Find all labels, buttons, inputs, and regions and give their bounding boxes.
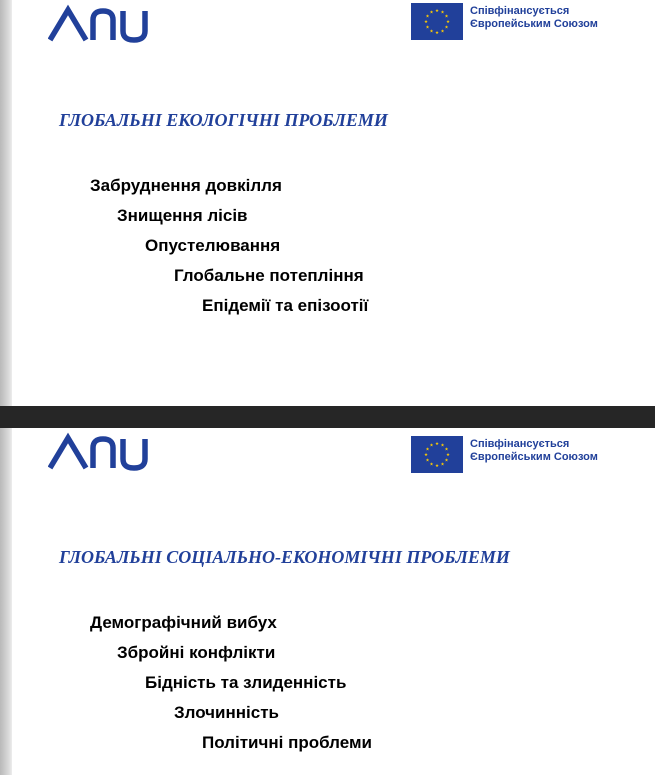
eu-star: ★: [423, 452, 429, 457]
eu-star: ★: [444, 457, 449, 463]
anu-logo: [48, 4, 166, 44]
eu-star: ★: [429, 9, 434, 15]
slide-divider: [0, 406, 655, 428]
eu-star: ★: [423, 19, 429, 24]
slide-socioeconomic: [0, 428, 655, 775]
slide-left-bar: [0, 0, 12, 406]
eu-star: ★: [425, 13, 430, 19]
eu-star: ★: [425, 24, 430, 30]
topic-item: Збройні конфлікти: [117, 643, 276, 662]
eu-star: ★: [440, 461, 445, 467]
eu-cofunding-text: [470, 438, 598, 464]
topic-item: Опустелювання: [145, 236, 281, 255]
slide-title: ГЛОБАЛЬНІ ЕКОЛОГІЧНІ ПРОБЛЕМИ: [59, 110, 388, 130]
eu-star: ★: [444, 24, 449, 30]
eu-star: ★: [445, 19, 451, 24]
topic-item: Політичні проблеми: [202, 733, 373, 752]
eu-star: ★: [425, 446, 430, 452]
topic-item: Бідність та злиденність: [145, 673, 347, 692]
slide-title: ГЛОБАЛЬНІ СОЦІАЛЬНО-ЕКОНОМІЧНІ ПРОБЛЕМИ: [59, 547, 510, 567]
topic-item: Глобальне потепління: [174, 266, 364, 285]
eu-star: ★: [434, 30, 440, 35]
topic-item: Забруднення довкілля: [90, 176, 282, 195]
eu-star: ★: [429, 442, 434, 448]
eu-star: ★: [434, 463, 440, 468]
eu-star: ★: [444, 446, 449, 452]
eu-cofunding-text: [470, 5, 598, 31]
eu-star: ★: [429, 28, 434, 34]
eu-star: ★: [440, 9, 445, 15]
eu-star: ★: [440, 442, 445, 448]
eu-cofunding-line1: Співфінансується: [470, 5, 570, 17]
topic-item: Демографічний вибух: [90, 613, 277, 632]
eu-star: ★: [445, 452, 451, 457]
eu-star: ★: [444, 13, 449, 19]
topic-item: Знищення лісів: [117, 206, 248, 225]
eu-flag-icon: [411, 436, 463, 473]
eu-cofunding-line2: Європейським Союзом: [470, 18, 598, 30]
eu-star: ★: [440, 28, 445, 34]
eu-star: ★: [425, 457, 430, 463]
eu-cofunding-line2: Європейським Союзом: [470, 451, 598, 463]
eu-cofunding-line1: Співфінансується: [470, 438, 570, 450]
topic-item: Злочинність: [174, 703, 279, 722]
eu-star: ★: [429, 461, 434, 467]
eu-star: ★: [434, 8, 440, 13]
topic-item: Епідемії та епізоотії: [202, 296, 369, 315]
eu-star: ★: [434, 441, 440, 446]
anu-logo: [48, 432, 166, 472]
slide-left-bar: [0, 428, 12, 775]
eu-flag-icon: [411, 3, 463, 40]
